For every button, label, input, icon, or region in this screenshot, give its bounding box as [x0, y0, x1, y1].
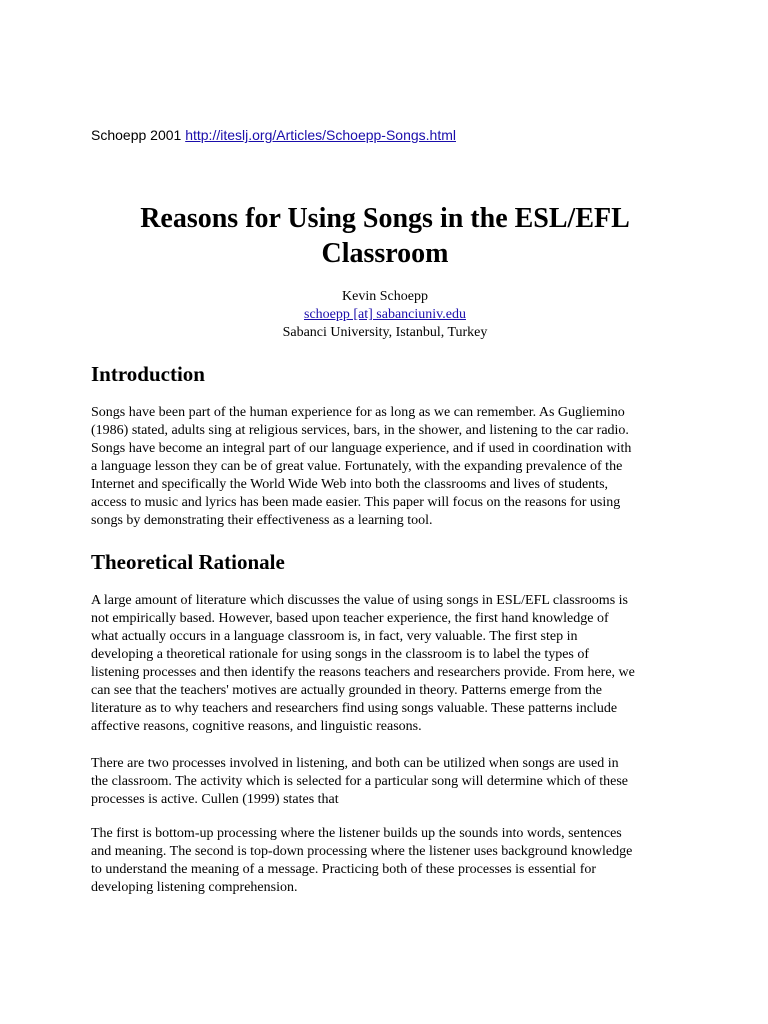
- theoretical-paragraph-1: [91, 592, 681, 736]
- paragraph-line: Songs have been part of the human experience for as long as we can remember. As Gugliemino: [91, 405, 625, 420]
- author-affiliation: Sabanci University, Istanbul, Turkey: [282, 325, 488, 340]
- paragraph-line: developing listening comprehension.: [91, 880, 298, 895]
- paragraph-line: a language lesson they can be of great value. Fortunately, with the expanding prevalence of the: [91, 459, 623, 474]
- author-byline: [91, 288, 679, 342]
- paragraph-line: processes is active. Cullen (1999) states that: [91, 792, 339, 807]
- paragraph-line: affective reasons, cognitive reasons, and linguistic reasons.: [91, 719, 422, 734]
- title-line-1: Reasons for Using Songs in the ESL/EFL: [140, 203, 630, 234]
- paragraph-line: to understand the meaning of a message. Practicing both of these processes is essential for: [91, 862, 597, 877]
- theoretical-rationale-heading: Theoretical Rationale: [91, 550, 285, 574]
- paragraph-line: literature as to why teachers and researchers find using songs valuable. These patterns include: [91, 701, 618, 716]
- citation-text: Schoepp 2001: [91, 127, 182, 143]
- paragraph-line: access to music and lyrics has been made easier. This paper will focus on the reasons for using: [91, 495, 621, 510]
- article-title: [91, 201, 679, 271]
- introduction-heading: Introduction: [91, 362, 205, 386]
- paragraph-line: A large amount of literature which discusses the value of using songs in ESL/EFL classrooms is: [91, 593, 628, 608]
- paragraph-line: can see that the teachers' motives are actually grounded in theory. Patterns emerge from the: [91, 683, 602, 698]
- introduction-paragraph: [91, 404, 681, 530]
- article-url-link[interactable]: http://iteslj.org/Articles/Schoepp-Songs.html: [185, 127, 456, 143]
- paragraph-line: developing a theoretical rationale for using songs in the classroom is to label the types of: [91, 647, 590, 662]
- author-name: Kevin Schoepp: [342, 289, 428, 304]
- theoretical-paragraph-2: [91, 755, 681, 809]
- paragraph-line: (1986) stated, adults sing at religious services, bars, in the shower, and listening to the car radio.: [91, 423, 629, 438]
- paragraph-line: There are two processes involved in listening, and both can be utilized when songs are used in: [91, 756, 619, 771]
- paragraph-line: The first is bottom-up processing where the listener builds up the sounds into words, sentences: [91, 826, 622, 841]
- theoretical-paragraph-3: [91, 825, 681, 897]
- paragraph-line: what actually occurs in a language classroom is, in fact, very valuable. The first step in: [91, 629, 578, 644]
- paragraph-line: and meaning. The second is top-down processing where the listener uses background knowledge: [91, 844, 633, 859]
- source-citation: [91, 126, 456, 144]
- paragraph-line: Internet and specifically the World Wide Web into both the classrooms and lives of students,: [91, 477, 609, 492]
- paragraph-line: listening processes and then identify the reasons teachers and researchers provide. From here, we: [91, 665, 635, 680]
- paragraph-line: not empirically based. However, based upon teacher experience, the first hand knowledge of: [91, 611, 609, 626]
- title-line-2: Classroom: [321, 238, 449, 269]
- paragraph-line: Songs have become an integral part of our language experience, and if used in coordination with: [91, 441, 632, 456]
- author-email-link[interactable]: schoepp [at] sabanciuniv.edu: [304, 307, 466, 322]
- paragraph-line: songs by demonstrating their effectiveness as a learning tool.: [91, 513, 433, 528]
- paragraph-line: the classroom. The activity which is selected for a particular song will determine which of these: [91, 774, 629, 789]
